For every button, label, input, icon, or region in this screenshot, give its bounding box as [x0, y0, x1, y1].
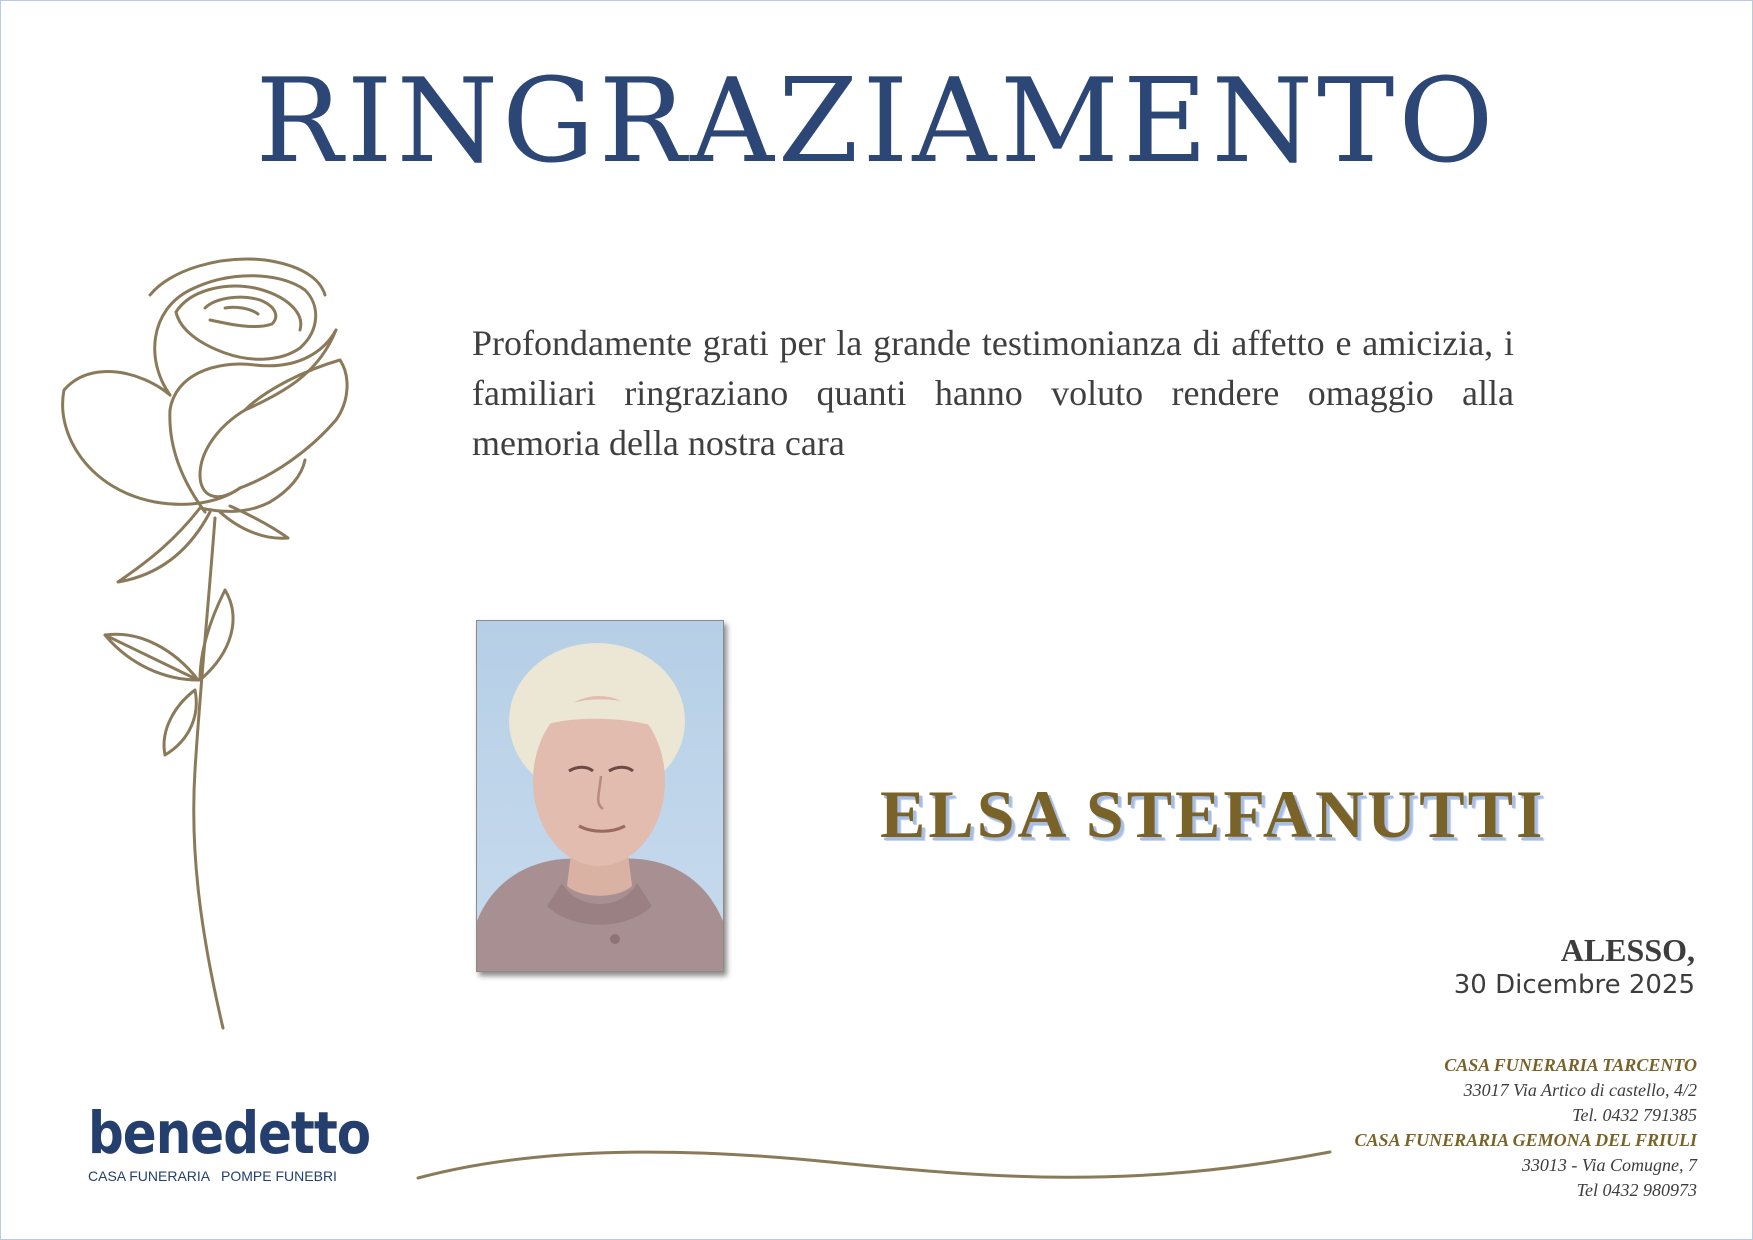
- portrait-photo: [476, 620, 724, 972]
- deceased-name: ELSA STEFANUTTI: [880, 776, 1546, 852]
- date: 30 Dicembre 2025: [1453, 970, 1695, 1000]
- funeral-home-phone: Tel. 0432 791385: [1572, 1105, 1697, 1125]
- page-title: RINGRAZIAMENTO: [255, 54, 1498, 189]
- logo-subtitle: CASA FUNERARIA POMPE FUNEBRI: [88, 1168, 337, 1184]
- funeral-home-address: 33013 - Via Comugne, 7: [1521, 1155, 1697, 1175]
- logo-wordmark: benedetto: [88, 1099, 371, 1167]
- funeral-home-address: 33017 Via Artico di castello, 4/2: [1463, 1080, 1697, 1100]
- intro-paragraph: Profondamente grati per la grande testimonianza di affetto e amicizia, i familiari ringraziano quanti hanno voluto rendere omaggio alla memoria della nostra cara: [472, 323, 1514, 463]
- funeral-home-info: [1355, 1053, 1697, 1203]
- funeral-home-name: CASA FUNERARIA GEMONA DEL FRIULI: [1354, 1130, 1697, 1150]
- company-logo: [88, 1099, 371, 1184]
- funeral-home-name: CASA FUNERARIA TARCENTO: [1444, 1055, 1697, 1075]
- location: ALESSO,: [1560, 932, 1695, 968]
- decorative-swoosh: [410, 1140, 1340, 1200]
- rose-illustration: [50, 250, 390, 1040]
- funeral-home-phone: Tel 0432 980973: [1576, 1180, 1697, 1200]
